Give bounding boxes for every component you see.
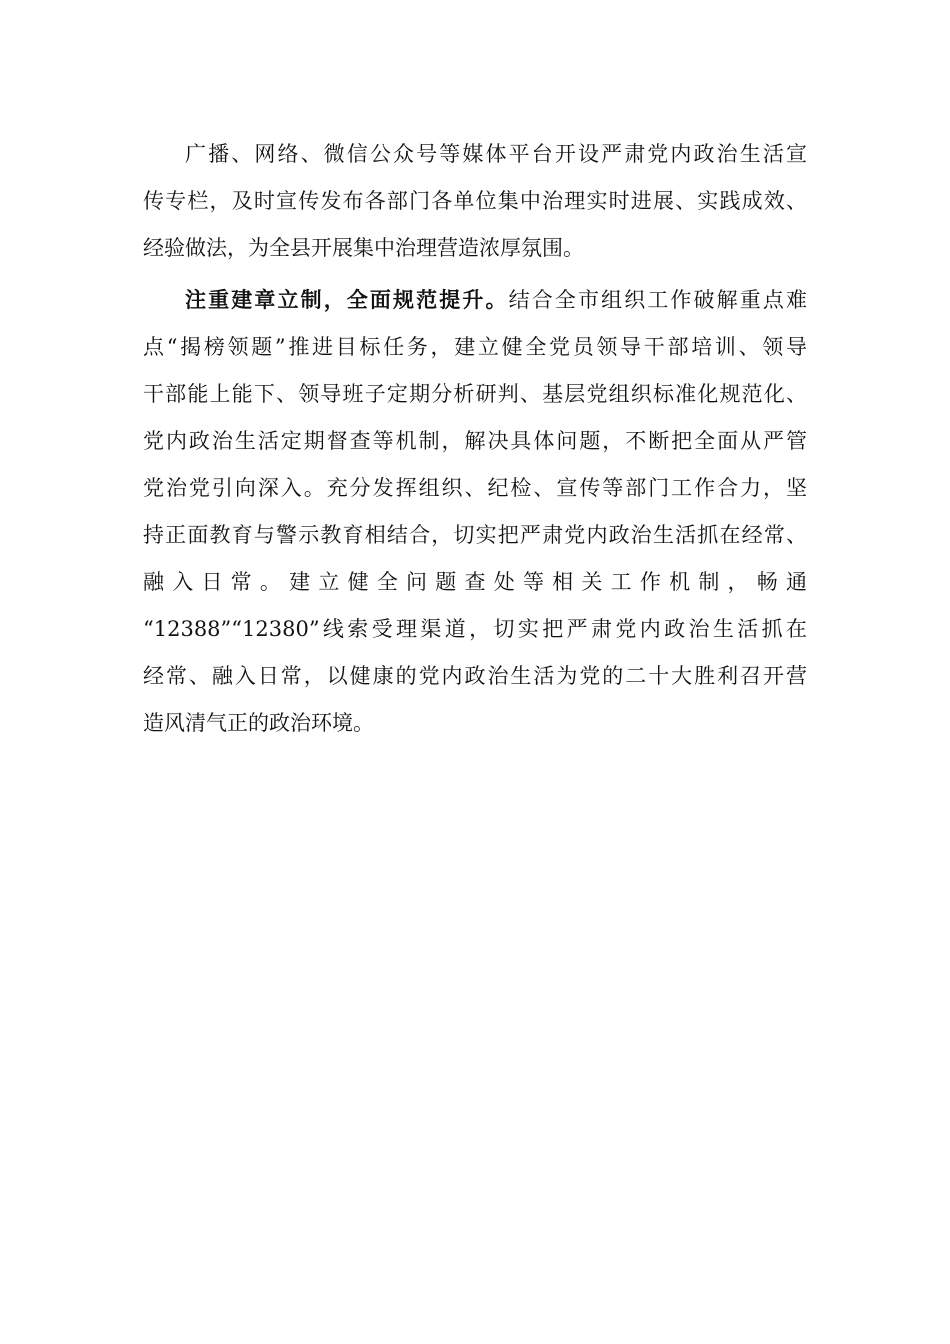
text-line: 党治党引向深入。充分发挥组织、纪检、宣传等部门工作合力，坚: [143, 476, 807, 500]
text-line: 传专栏，及时宣传发布各部门各单位集中治理实时进展、实践成效、: [143, 189, 807, 213]
document-body: [143, 131, 807, 747]
paragraph-institution-building: [143, 277, 807, 747]
text-line: 造风清气正的政治环境。: [143, 711, 374, 735]
text-line: 经常、融入日常，以健康的党内政治生活为党的二十大胜利召开营: [143, 664, 807, 688]
text-line: “12388”“12380”线索受理渠道，切实把严肃党内政治生活抓在: [143, 617, 807, 641]
text-line: 广播、网络、微信公众号等媒体平台开设严肃党内政治生活宣: [185, 142, 807, 166]
text-line: 党内政治生活定期督查等机制，解决具体问题，不断把全面从严管: [143, 429, 807, 453]
text-line: 点“揭榜领题”推进目标任务，建立健全党员领导干部培训、领导: [143, 335, 807, 359]
text-line: 干部能上能下、领导班子定期分析研判、基层党组织标准化规范化、: [143, 382, 807, 406]
text-line: 融入日常。建立健全问题查处等相关工作机制，畅通: [143, 570, 807, 594]
text-line: [143, 277, 807, 324]
text-line-continuation: 结合全市组织工作破解重点难: [508, 288, 807, 312]
text-line: 持正面教育与警示教育相结合，切实把严肃党内政治生活抓在经常、: [143, 523, 807, 547]
paragraph-media-publicity: [143, 131, 807, 272]
paragraph-lead-heading: 注重建章立制，全面规范提升。: [185, 288, 509, 312]
text-line: 经验做法，为全县开展集中治理营造浓厚氛围。: [143, 236, 584, 260]
